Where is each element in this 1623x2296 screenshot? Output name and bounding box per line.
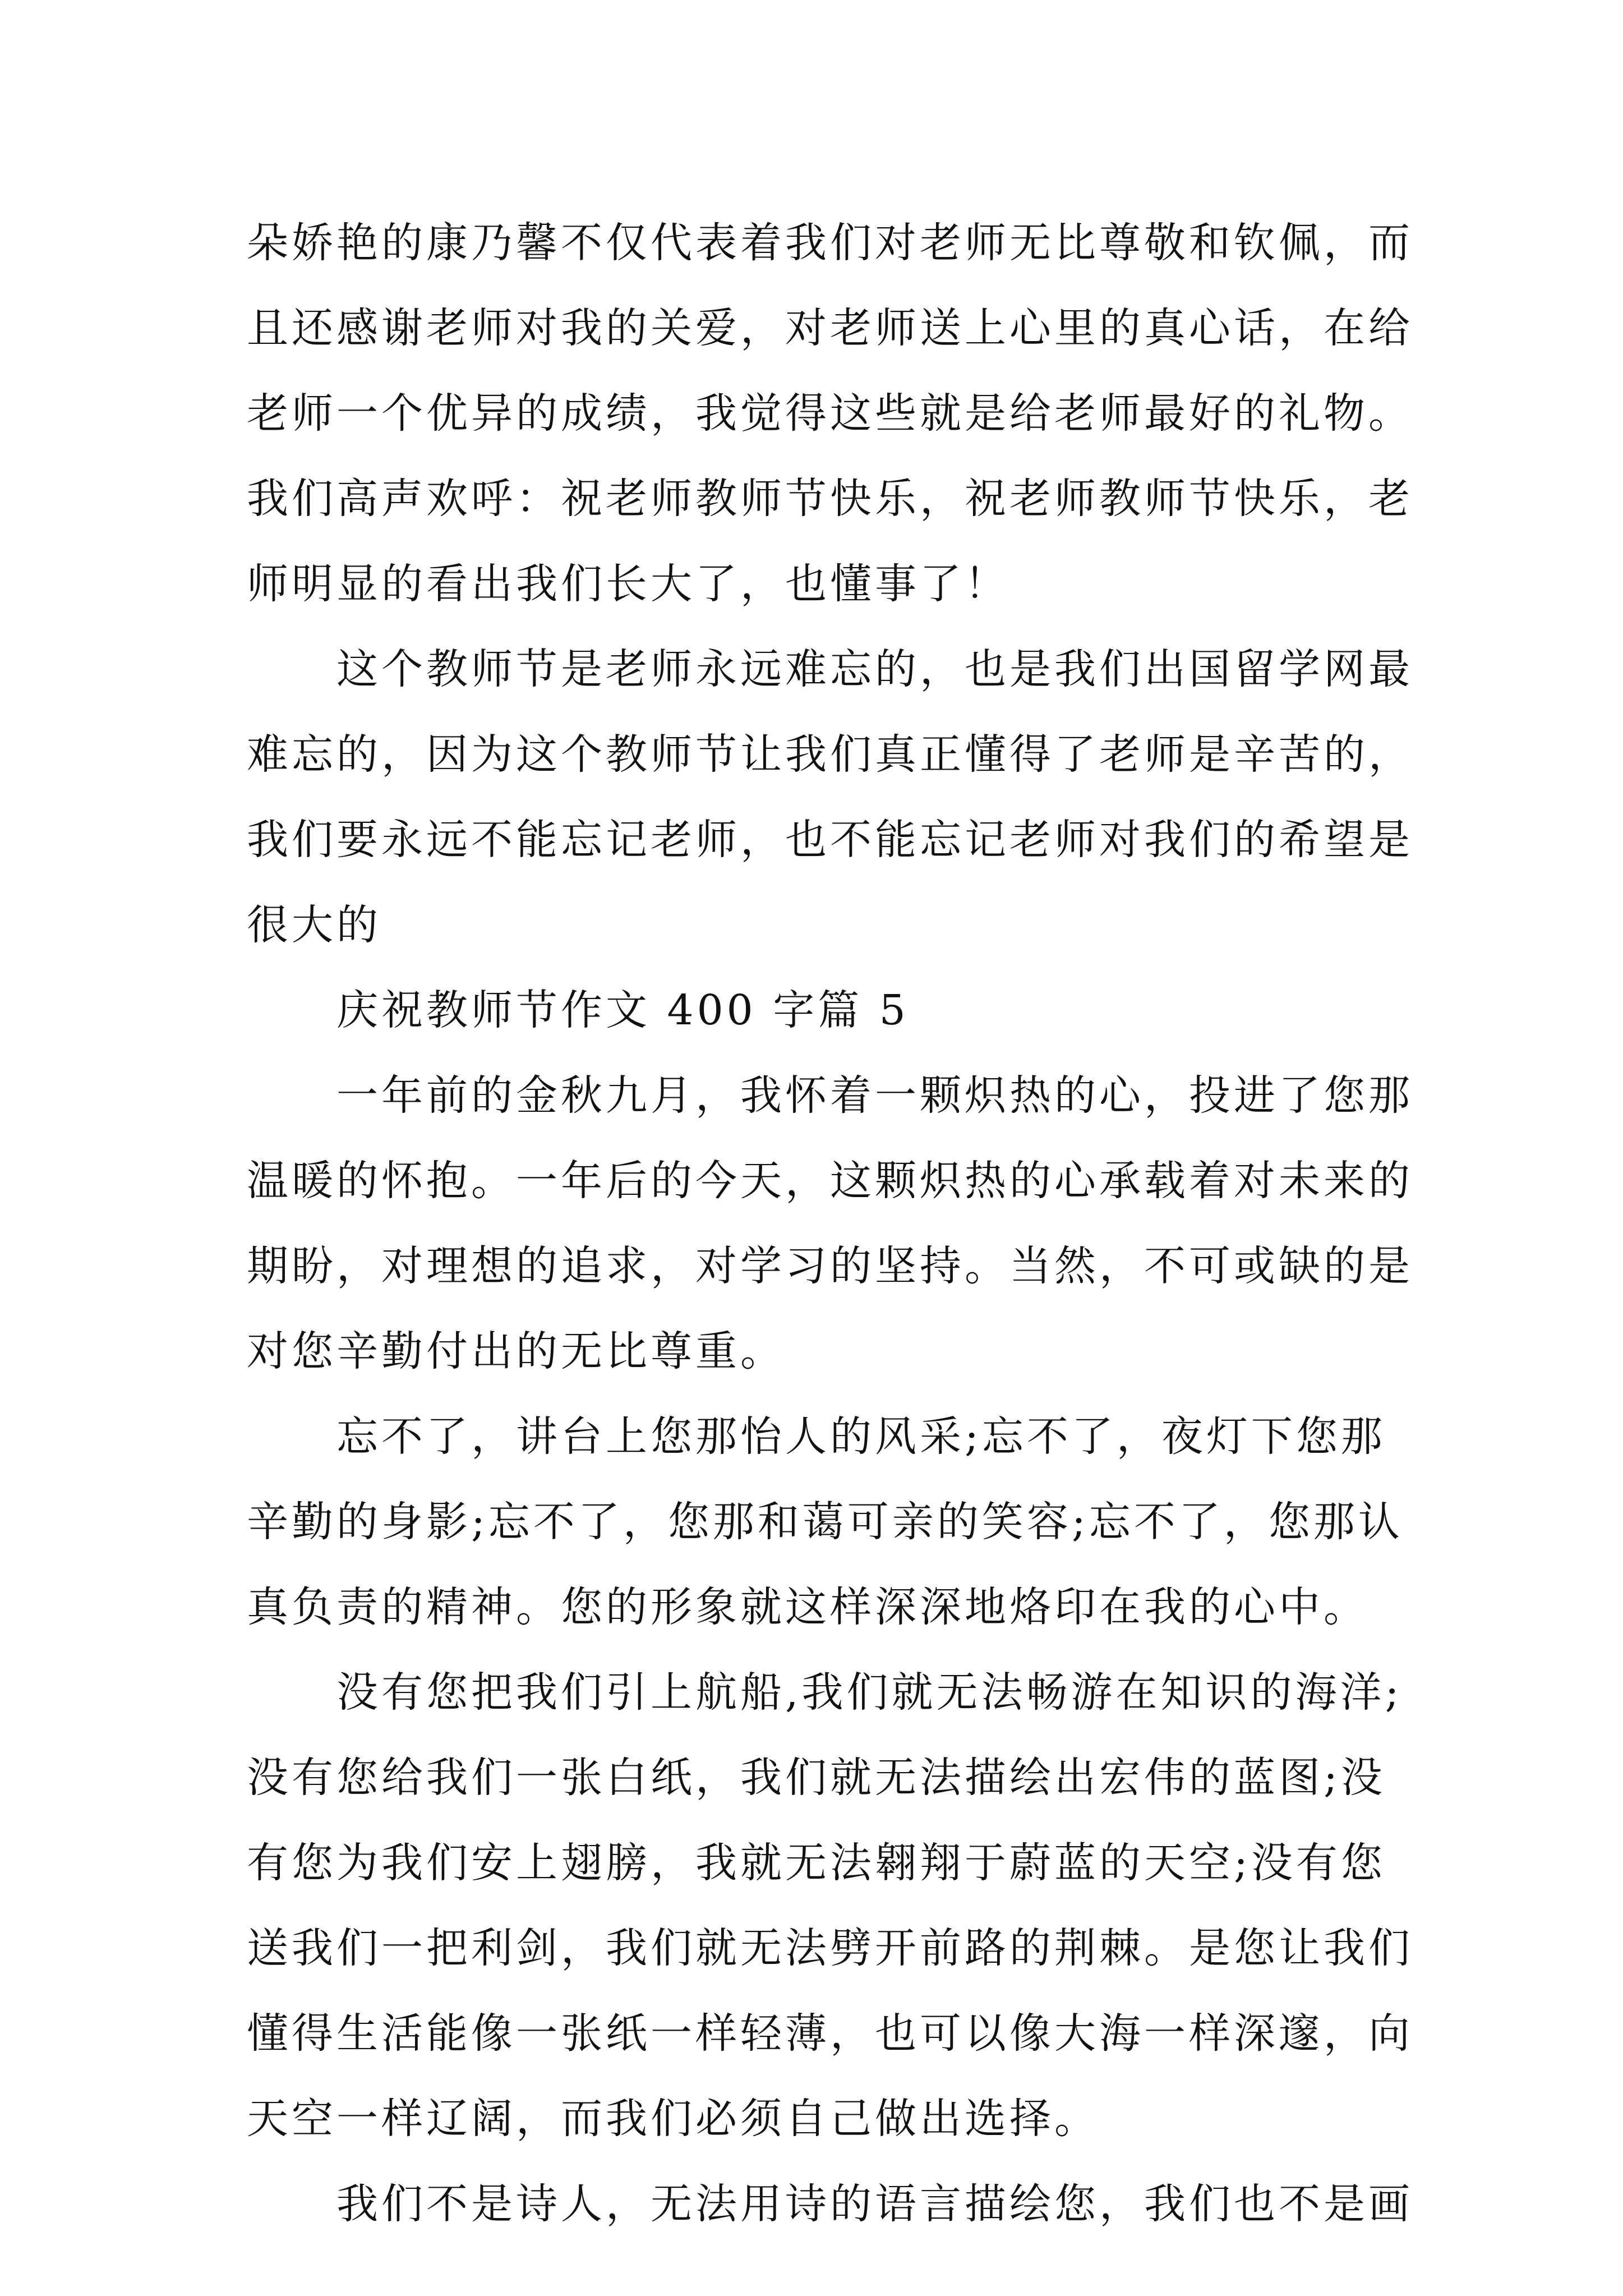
text-line: 温暖的怀抱。一年后的今天，这颗炽热的心承载着对未来的: [247, 1157, 1413, 1205]
paragraph-start: 我们不是诗人，无法用诗的语言描绘您，我们也不是画: [336, 2180, 1413, 2228]
text-line: 有您为我们安上翅膀，我就无法翱翔于蔚蓝的天空;没有您: [247, 1839, 1386, 1887]
text-line: 送我们一把利剑，我们就无法劈开前路的荆棘。是您让我们: [247, 1924, 1413, 1972]
section-heading: 庆祝教师节作文 400 字篇 5: [336, 986, 909, 1034]
text-line: 对您辛勤付出的无比尊重。: [247, 1327, 785, 1375]
paragraph-start: 没有您把我们引上航船,我们就无法畅游在知识的海洋;: [336, 1668, 1403, 1717]
text-line: 天空一样辽阔，而我们必须自己做出选择。: [247, 2095, 1099, 2143]
text-line: 辛勤的身影;忘不了，您那和蔼可亲的笑容;忘不了，您那认: [247, 1498, 1403, 1546]
text-line: 难忘的，因为这个教师节让我们真正懂得了老师是辛苦的，: [247, 730, 1413, 779]
text-line: 且还感谢老师对我的关爱，对老师送上心里的真心话，在给: [247, 304, 1413, 352]
text-line: 期盼，对理想的追求，对学习的坚持。当然，不可或缺的是: [247, 1242, 1413, 1290]
text-line: 很大的: [247, 901, 381, 949]
text-line: 没有您给我们一张白纸，我们就无法描绘出宏伟的蓝图;没: [247, 1754, 1386, 1802]
text-line: 老师一个优异的成绩，我觉得这些就是给老师最好的礼物。: [247, 389, 1413, 438]
text-line: 真负责的精神。您的形象就这样深深地烙印在我的心中。: [247, 1583, 1368, 1631]
text-line: 朵娇艳的康乃馨不仅代表着我们对老师无比尊敬和钦佩，而: [247, 219, 1413, 267]
paragraph-start: 忘不了，讲台上您那怡人的风采;忘不了，夜灯下您那: [336, 1412, 1386, 1461]
text-line: 我们高声欢呼：祝老师教师节快乐，祝老师教师节快乐，老: [247, 475, 1413, 523]
text-line: 师明显的看出我们长大了，也懂事了！: [247, 560, 1009, 608]
paragraph-start: 这个教师节是老师永远难忘的，也是我们出国留学网最: [336, 645, 1413, 693]
paragraph-start: 一年前的金秋九月，我怀着一颗炽热的心，投进了您那: [336, 1071, 1413, 1120]
text-line: 懂得生活能像一张纸一样轻薄，也可以像大海一样深邃，向: [247, 2009, 1413, 2058]
text-line: 我们要永远不能忘记老师，也不能忘记老师对我们的希望是: [247, 816, 1413, 864]
